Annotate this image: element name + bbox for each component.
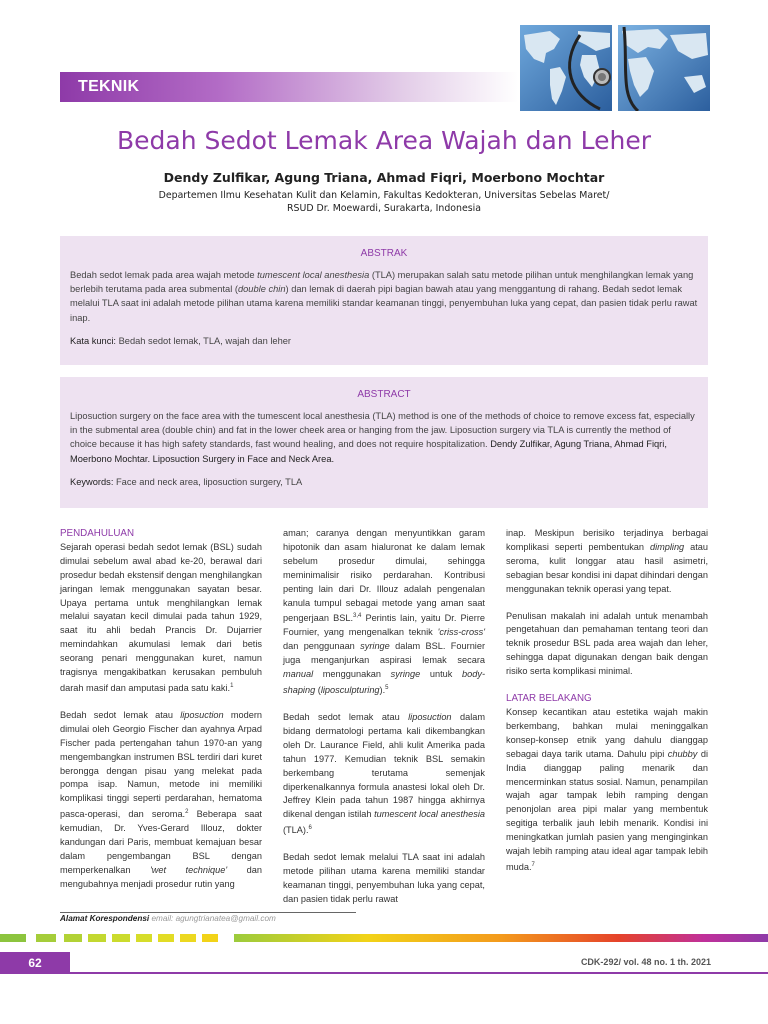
article-title: Bedah Sedot Lemak Area Wajah dan Leher (117, 126, 651, 155)
affiliation-line: Departemen Ilmu Kesehatan Kulit dan Kelamin, Fakultas Kedokteran, Universitas Sebelas Maret/ (158, 190, 610, 201)
strip-segment (112, 934, 130, 942)
strip-segment (136, 934, 152, 942)
section-heading-latar-belakang: LATAR BELAKANG (506, 693, 592, 705)
page-number: 62 (0, 952, 70, 974)
section-heading-pendahuluan: PENDAHULUAN (60, 528, 135, 539)
strip-segment (36, 934, 56, 942)
abstrak-text: Bedah sedot lemak pada area wajah metode tumescent local anesthesia (TLA) merupakan salah satu metode pilihan untuk menghilangkan lemak yang berlebih terutama pada area submental (double chin) dan lemak di daerah pipi bagian bawah atau yang menggantung di rahang. Bedah sedot lemak melalui TLA saat ini adalah metode pilihan utama karena memiliki standar keamanan tinggi, penyembuhan luka yang cepat, dan pasien tidak perlu rawat inap. (70, 270, 698, 323)
strip-segment (88, 934, 106, 942)
world-map-icon (520, 25, 612, 111)
paragraph: Bedah sedot lemak atau liposuction dalam bidang dermatologi pertama kali dikembangkan oleh Dr. Laurance Field, ahli kulit Amerika pada tahun 1977. Kemudian teknik BSL semakin berkembang terutama semenjak diperkenalkannya formula anastesi lokal oleh Dr. Jeffrey Klein pada tahun 1987 hingga akhirnya dikenal dengan istilah tumescent local anesthesia (TLA).$^6$ (283, 712, 486, 836)
article-authors: Dendy Zulfikar, Agung Triana, Ahmad Fiqri, Moerbono Mochtar (163, 170, 605, 185)
abstract-citation: Dendy Zulfikar, Agung Triana, Ahmad Fiqri, Moerbono Mochtar. Liposuction Surgery in Face and Neck Area. (70, 439, 667, 464)
correspondence-divider (60, 912, 356, 913)
strip-segment (202, 934, 218, 942)
abstrak-box (60, 236, 708, 365)
paragraph: Bedah sedot lemak melalui TLA saat ini adalah metode pilihan utama karena memiliki standar keamanan tinggi, penyembuhan luka yang cepat, dan pasien tidak perlu rawat (283, 852, 485, 904)
paragraph: Bedah sedot lemak atau liposuction modern dimulai oleh Georgio Fischer dan ayahnya Arpad Fischer pada pertengahan tahun 1970-an yang mengembangkan instrumen BSL terdiri dari kuret berongga dengan pisau yang melekat pada pompa isap. Namun, metode ini memiliki komplikasi tinggi seperti perdarahan, hematoma pasca-operasi, dan seroma.$^2$ Beberapa saat kemudian, Dr. Yves-Gerard Illouz, dokter kandungan dari Paris, membuat kemajuan besar dalam pengembangan BSL dengan memperkenalkan 'wet technique' dan mengubahnya menjadi prosedur rutin yang (60, 709, 262, 889)
correspondence-email[interactable]: email: agungtrianatea@gmail.com (151, 914, 276, 923)
abstract-text: Liposuction surgery on the face area with the tumescent local anesthesia (TLA) method is one of the methods of choice to remove excess fat, especially in the submental area (double chin) and fat in the lower cheek area or hanging from the jaw. Liposuction surgery via TLA is currently the method of choice because it has high safety standards, fast wound healing, and does not require hospitalization. Dendy Zulfikar, Agung Triana, Ahmad Fiqri, Moerbono Mochtar. Liposuction Surgery in Face and Neck Area. (70, 411, 695, 464)
body-column-1 (60, 527, 262, 905)
strip-segment (64, 934, 82, 942)
decorative-color-strip (0, 934, 768, 944)
strip-gradient-bar (234, 934, 768, 942)
abstract-box (60, 377, 708, 508)
footer-divider (70, 972, 768, 974)
strip-segment (0, 934, 26, 942)
journal-citation: CDK-292/ vol. 48 no. 1 th. 2021 (580, 957, 711, 967)
paragraph: inap. Meskipun berisiko terjadinya berbagai komplikasi seperti pembentukan dimpling atau seroma, kulit longgar atau hasil asimetri, sebagian besar kondisi ini dapat dihindari dengan menggunakan teknik operasi yang tepat. (506, 528, 708, 594)
strip-segment (158, 934, 174, 942)
world-map-icon (618, 25, 710, 111)
paragraph: Konsep kecantikan atau estetika wajah makin berkembang, bahkan mulai meninggalkan konsep-konsep etnik yang dahulu dianggap sebagai daya tarik utama. Dahulu pipi chubby di India dianggap paling menarik dan mencerminkan status sosial. Namun, penampilan wajah agar tampak lebih ramping dengan penonjolan area pipi malar yang membentuk segitiga terbalik jauh lebih menarik. Kondisi ini meningkatkan jumlah pasien yang menginginkan wajah lebih ramping atau ideal agar tampak lebih muda.$^7$ (506, 706, 708, 872)
abstract-keywords: Keywords: Face and neck area, liposuction surgery, TLA (70, 476, 303, 487)
affiliation-line: RSUD Dr. Moewardi, Surakarta, Indonesia (287, 203, 481, 214)
body-column-3 (506, 527, 708, 888)
paragraph: aman; caranya dengan menyuntikkan garam hipotonik dan asam hialuronat ke dalam lemak sebelum prosedur dimulai, sehingga meminimalisir risiko perdarahan. Kontribusi penting lain dari Dr. Illouz adalah pengenalan kanula tumpul sebagai metode yang aman saat pengerjaan BSL.$^{3,4}$ Perintis lain, yaitu Dr. Pierre Fournier, yang mengenalkan teknik 'criss-cross' dan penggunaan syringe dalam BSL. Fournier juga menganjurkan aspirasi lemak secara manual menggunakan syringe untuk body-shaping (liposculpturing).$^5$ (283, 528, 486, 696)
paragraph: Penulisan makalah ini adalah untuk menambah pengetahuan dan pemahaman tentang teori dan teknik prosedur BSL pada area wajah dan leher, sehingga dapat digunakan dengan baik dengan risiko serta komplikasi minimal. (506, 610, 708, 677)
body-column-2 (283, 527, 485, 920)
strip-segment (180, 934, 196, 942)
paragraph: Sejarah operasi bedah sedot lemak (BSL) sudah dimulai sebelum awal abad ke-20, berawal dari prosedur bedah ekstensif dengan menghilangkan jaringan lemak menggunakan sayatan besar. Upaya pertama untuk menghilangkan lemak melalui sayatan kecil dimulai pada tahun 1929, saat itu ahli bedah Prancis Dr. Dujarrier memindahkan akumulasi lemak dari betis seorang penari menggunakan kuret, namun tragisnya mengakibatkan kerusakan pembuluh darah masif dan amputasi pada satu kaki.$^1$ (60, 541, 262, 694)
article-affiliation (0, 189, 768, 215)
correspondence (60, 914, 276, 923)
abstract-heading: ABSTRACT (357, 389, 411, 400)
section-label: TEKNIK (78, 78, 140, 95)
correspondence-label: Alamat Korespondensi (60, 914, 150, 923)
abstrak-keywords: Kata kunci: Bedah sedot lemak, TLA, wajah dan leher (70, 335, 292, 346)
abstrak-heading: ABSTRAK (360, 248, 408, 259)
